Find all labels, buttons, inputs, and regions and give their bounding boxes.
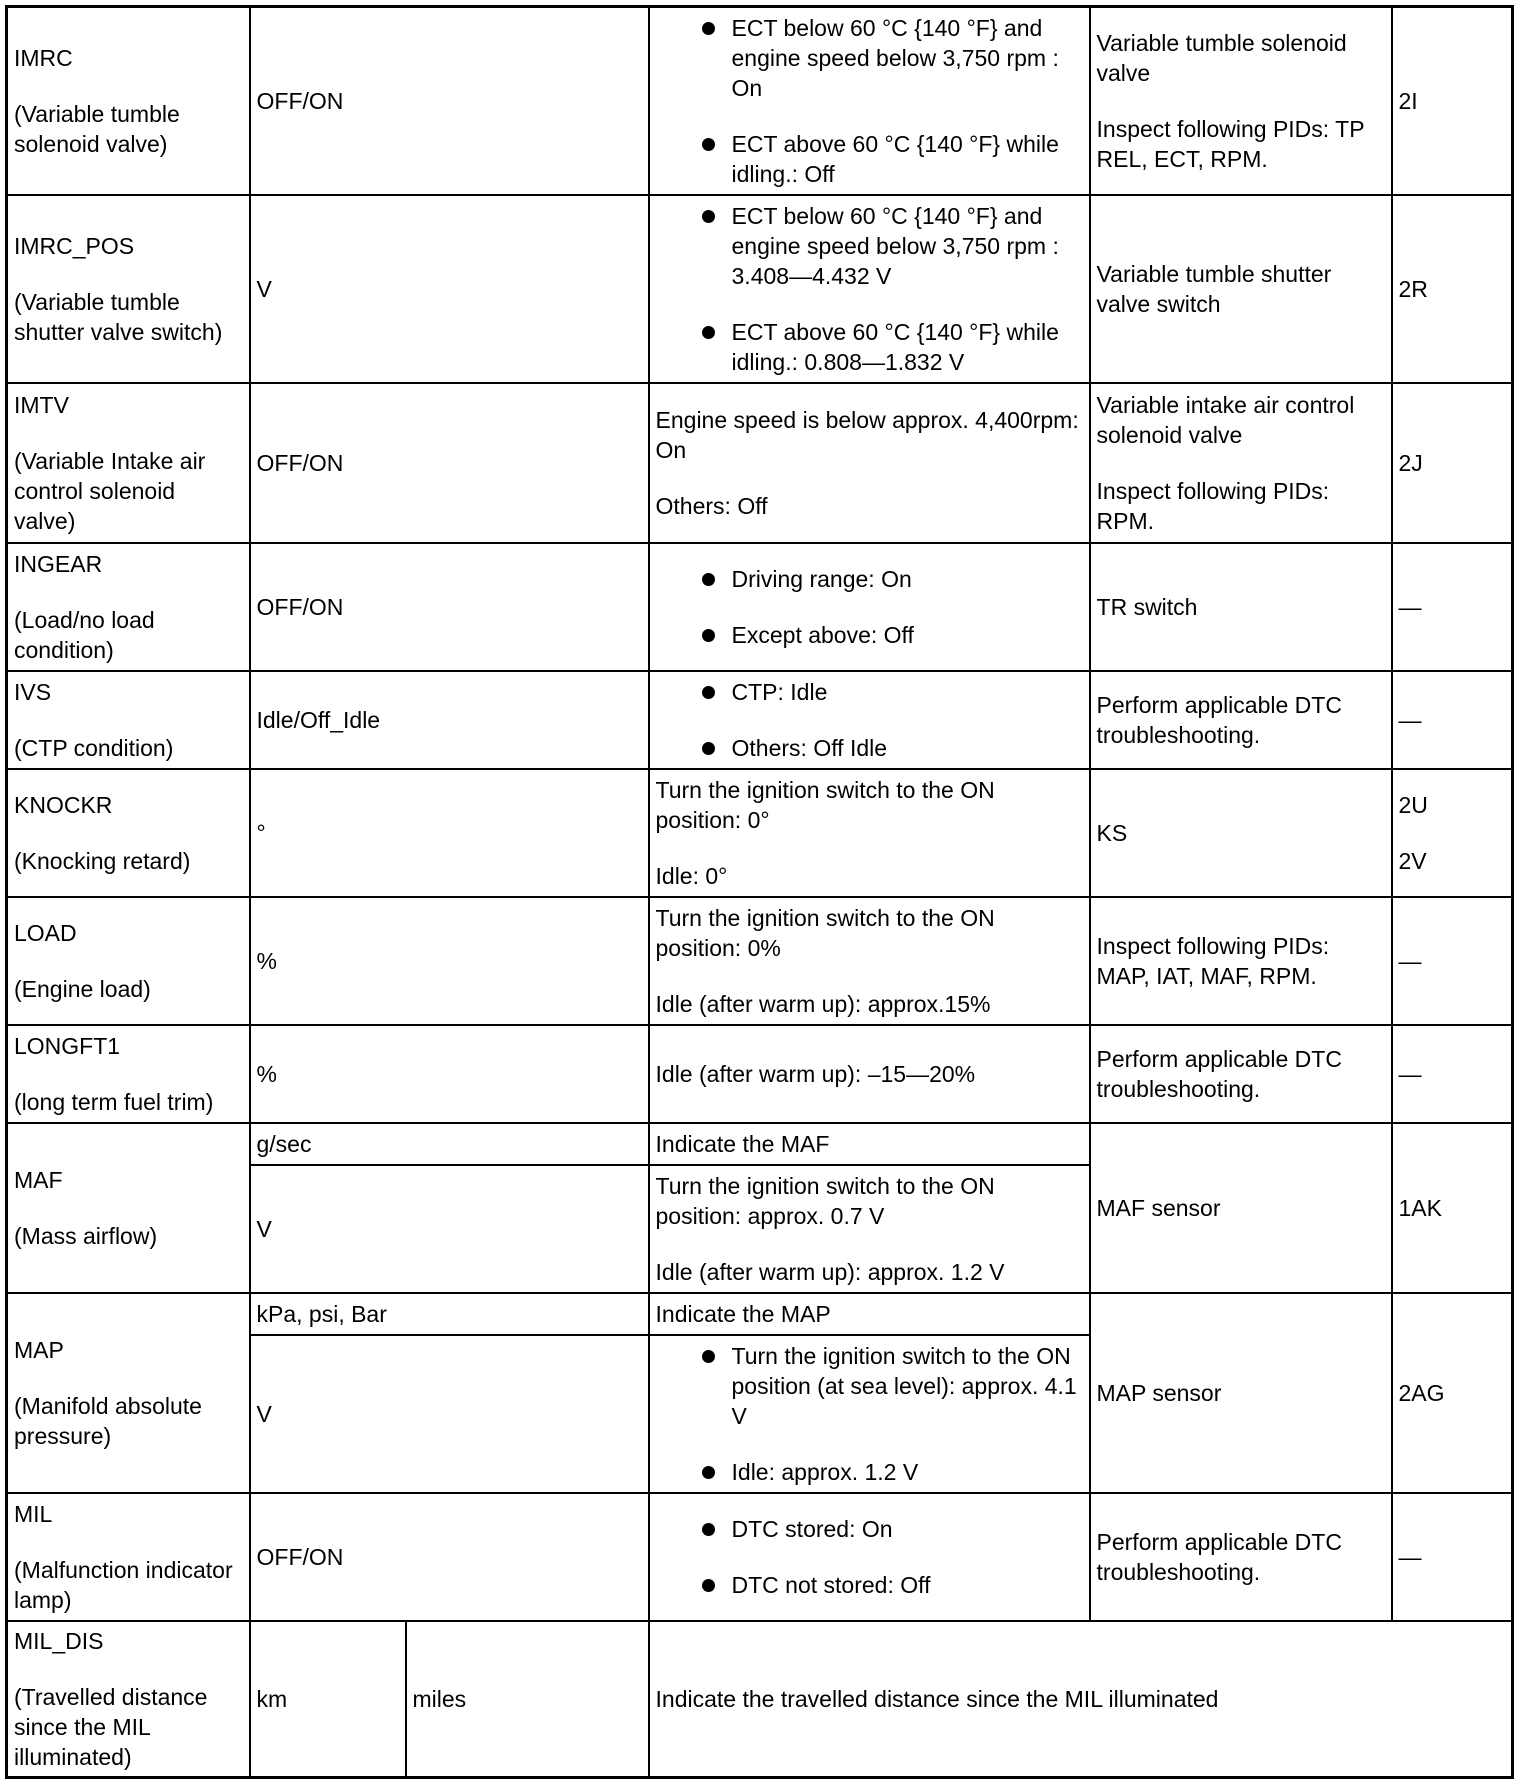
pid-cell: [7, 195, 250, 383]
pid-name: IMRC_POS: [14, 232, 135, 259]
pid-name: INGEAR: [14, 550, 103, 577]
action-cell: [1090, 7, 1392, 195]
unit-cell: %: [250, 1025, 649, 1123]
unit-cell: V: [250, 1165, 649, 1293]
table-row-maf: [7, 1123, 1513, 1165]
terminal-cell: [1392, 769, 1513, 897]
action-text: Perform applicable DTC troubleshooting.: [1096, 691, 1342, 748]
action-cell: [1090, 543, 1392, 671]
terminal-text: 2U: [1398, 791, 1428, 818]
pid-cell: [7, 1025, 250, 1123]
condition-bullet: ECT below 60 °C {140 °F} and engine speed below 3,750 rpm : 3.408—4.432 V: [656, 201, 1083, 291]
condition-bullet: DTC stored: On: [656, 1514, 1083, 1544]
action-cell: [1090, 671, 1392, 769]
condition-bullet: CTP: Idle: [656, 677, 1083, 707]
action-cell: [1090, 1025, 1392, 1123]
table-row-imrc-pos: [7, 195, 1513, 383]
pid-cell: [7, 1123, 250, 1293]
condition-cell: [649, 195, 1090, 383]
table-row-map: [7, 1293, 1513, 1335]
pid-name: MIL: [14, 1500, 53, 1527]
action-cell: [1090, 897, 1392, 1025]
action-text: Inspect following PIDs: RPM.: [1096, 477, 1330, 534]
action-cell: [1090, 1123, 1392, 1293]
condition-text: Idle (after warm up): –15—20%: [655, 1060, 976, 1087]
pid-description: (Manifold absolute pressure): [14, 1392, 202, 1449]
condition-bullet: ECT above 60 °C {140 °F} while idling.: 0.808—1.832 V: [656, 317, 1083, 377]
terminal-cell: 2AG: [1392, 1293, 1513, 1493]
pid-cell: [7, 383, 250, 543]
condition-bullet: Turn the ignition switch to the ON position (at sea level): approx. 4.1 V: [656, 1341, 1083, 1431]
unit-cell: OFF/ON: [250, 383, 649, 543]
unit-cell: OFF/ON: [250, 7, 649, 195]
pid-name: IMRC: [14, 44, 73, 71]
table-row-imtv: [7, 383, 1513, 543]
pid-description: (Mass airflow): [14, 1222, 158, 1249]
terminal-cell: —: [1392, 1493, 1513, 1621]
unit-cell-miles: miles: [406, 1621, 649, 1778]
pid-name: MAF: [14, 1166, 63, 1193]
unit-cell: OFF/ON: [250, 1493, 649, 1621]
terminal-cell: —: [1392, 897, 1513, 1025]
condition-cell: [649, 1165, 1090, 1293]
pid-name: IVS: [14, 678, 52, 705]
action-text: KS: [1096, 819, 1128, 846]
action-cell: [1090, 769, 1392, 897]
action-text: Perform applicable DTC troubleshooting.: [1096, 1528, 1342, 1585]
pid-name: IMTV: [14, 391, 69, 418]
condition-bullet: DTC not stored: Off: [656, 1570, 1083, 1600]
action-text: Perform applicable DTC troubleshooting.: [1096, 1045, 1342, 1102]
unit-cell: OFF/ON: [250, 543, 649, 671]
condition-cell: [649, 769, 1090, 897]
table-row-knockr: [7, 769, 1513, 897]
pid-description: (Variable Intake air control solenoid valve): [14, 447, 206, 534]
action-cell: [1090, 383, 1392, 543]
action-text: Inspect following PIDs: MAP, IAT, MAF, RPM.: [1096, 932, 1330, 989]
condition-text: Turn the ignition switch to the ON position: approx. 0.7 V: [655, 1172, 995, 1229]
condition-bullet: ECT below 60 °C {140 °F} and engine speed below 3,750 rpm : On: [656, 13, 1083, 103]
condition-cell: Indicate the MAF: [649, 1123, 1090, 1165]
pid-description: (Malfunction indicator lamp): [14, 1556, 233, 1613]
condition-cell: [649, 1025, 1090, 1123]
unit-cell: Idle/Off_Idle: [250, 671, 649, 769]
terminal-cell: —: [1392, 1025, 1513, 1123]
table-row-mil-dis: [7, 1621, 1513, 1778]
condition-text: Idle: 0°: [655, 862, 728, 889]
action-text: Variable intake air control solenoid valve: [1096, 391, 1355, 448]
pid-name: LOAD: [14, 919, 77, 946]
condition-bullet: Driving range: On: [656, 564, 1083, 594]
condition-bullet: Idle: approx. 1.2 V: [656, 1457, 1083, 1487]
condition-cell: [649, 671, 1090, 769]
action-text: Inspect following PIDs: TP REL, ECT, RPM.: [1096, 115, 1365, 172]
action-text: MAP sensor: [1096, 1379, 1222, 1406]
condition-bullet: Others: Off Idle: [656, 733, 1083, 763]
unit-cell: °: [250, 769, 649, 897]
unit-cell: g/sec: [250, 1123, 649, 1165]
condition-text: Idle (after warm up): approx. 1.2 V: [655, 1258, 1005, 1285]
condition-bullet: Except above: Off: [656, 620, 1083, 650]
action-text: MAF sensor: [1096, 1194, 1221, 1221]
condition-cell: [649, 897, 1090, 1025]
pid-cell: [7, 543, 250, 671]
pid-description: (Knocking retard): [14, 847, 191, 874]
action-text: TR switch: [1096, 593, 1198, 620]
table-row-ingear: [7, 543, 1513, 671]
condition-cell: [649, 1335, 1090, 1493]
pid-description: (Engine load): [14, 975, 151, 1002]
pid-cell: [7, 897, 250, 1025]
terminal-cell: 1AK: [1392, 1123, 1513, 1293]
pid-name: KNOCKR: [14, 791, 113, 818]
condition-text: Idle (after warm up): approx.15%: [655, 990, 991, 1017]
condition-text: Turn the ignition switch to the ON position: 0%: [655, 904, 995, 961]
condition-cell: [649, 7, 1090, 195]
table-row-mil: [7, 1493, 1513, 1621]
pid-name: LONGFT1: [14, 1032, 121, 1059]
unit-cell: V: [250, 1335, 649, 1493]
pid-cell: [7, 1621, 250, 1778]
pid-description: (Load/no load condition): [14, 606, 155, 663]
condition-text: Turn the ignition switch to the ON position: 0°: [655, 776, 995, 833]
condition-cell: [649, 543, 1090, 671]
condition-bullet: ECT above 60 °C {140 °F} while idling.: Off: [656, 129, 1083, 189]
condition-cell: [649, 383, 1090, 543]
pid-description: (Variable tumble shutter valve switch): [14, 288, 223, 345]
pid-cell: [7, 1493, 250, 1621]
action-cell: [1090, 1293, 1392, 1493]
table-row-longft1: [7, 1025, 1513, 1123]
table-row-load: [7, 897, 1513, 1025]
unit-cell: V: [250, 195, 649, 383]
pid-name: MAP: [14, 1336, 64, 1363]
table-row-imrc: [7, 7, 1513, 195]
pid-cell: [7, 7, 250, 195]
action-text: Variable tumble solenoid valve: [1096, 29, 1347, 86]
terminal-cell: 2I: [1392, 7, 1513, 195]
pid-name: MIL_DIS: [14, 1627, 104, 1654]
action-cell: [1090, 1493, 1392, 1621]
pid-cell: [7, 769, 250, 897]
unit-cell: %: [250, 897, 649, 1025]
pid-monitor-table: [5, 5, 1514, 1779]
pid-description: (long term fuel trim): [14, 1088, 214, 1115]
pid-description: (Variable tumble solenoid valve): [14, 100, 180, 157]
pid-description: (Travelled distance since the MIL illuminated): [14, 1683, 208, 1770]
pid-cell: [7, 1293, 250, 1493]
terminal-cell: —: [1392, 543, 1513, 671]
condition-cell: Indicate the travelled distance since the MIL illuminated: [649, 1621, 1513, 1778]
condition-cell: [649, 1493, 1090, 1621]
terminal-text: 2V: [1398, 847, 1427, 874]
terminal-cell: 2J: [1392, 383, 1513, 543]
action-text: Variable tumble shutter valve switch: [1096, 260, 1332, 317]
condition-text: Others: Off: [655, 492, 768, 519]
table-row-ivs: [7, 671, 1513, 769]
unit-cell: kPa, psi, Bar: [250, 1293, 649, 1335]
condition-cell: Indicate the MAP: [649, 1293, 1090, 1335]
unit-cell-km: km: [250, 1621, 406, 1778]
action-cell: [1090, 195, 1392, 383]
pid-cell: [7, 671, 250, 769]
terminal-cell: —: [1392, 671, 1513, 769]
terminal-cell: 2R: [1392, 195, 1513, 383]
condition-text: Engine speed is below approx. 4,400rpm: On: [655, 406, 1079, 463]
pid-description: (CTP condition): [14, 734, 174, 761]
